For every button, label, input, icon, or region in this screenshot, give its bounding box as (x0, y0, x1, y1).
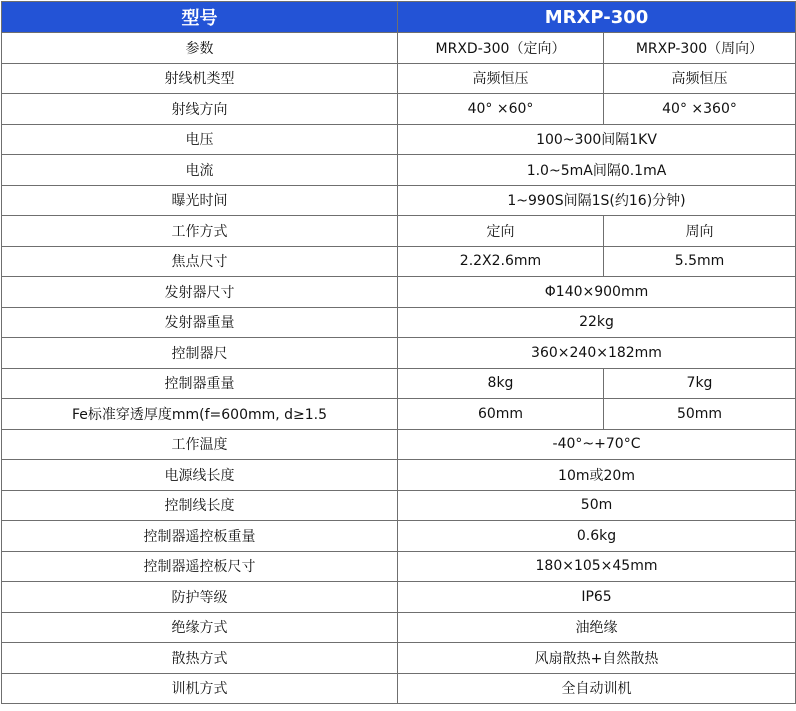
row-value-directional: MRXD-300（定向） (398, 33, 604, 64)
table-row (2, 521, 796, 552)
row-value-directional: 8kg (398, 368, 604, 399)
spec-table (1, 1, 796, 704)
row-value-circumferential: 40° ×360° (604, 94, 796, 125)
table-row (2, 612, 796, 643)
row-value-circumferential: 50mm (604, 399, 796, 430)
table-row (2, 673, 796, 704)
row-value: 1.0~5mA间隔0.1mA (398, 155, 796, 186)
row-label: 发射器重量 (2, 307, 398, 338)
table-row (2, 338, 796, 369)
row-value-circumferential: 7kg (604, 368, 796, 399)
row-value: -40°~+70°C (398, 429, 796, 460)
table-row (2, 216, 796, 247)
row-value-circumferential: MRXP-300（周向） (604, 33, 796, 64)
row-label: 射线方向 (2, 94, 398, 125)
row-value: 180×105×45mm (398, 551, 796, 582)
row-value: 全自动训机 (398, 673, 796, 704)
table-row (2, 124, 796, 155)
row-label: 焦点尺寸 (2, 246, 398, 277)
row-value-directional: 2.2X2.6mm (398, 246, 604, 277)
table-row (2, 582, 796, 613)
row-value: 22kg (398, 307, 796, 338)
table-row (2, 246, 796, 277)
row-value-circumferential: 周向 (604, 216, 796, 247)
row-value-directional: 高频恒压 (398, 63, 604, 94)
table-header-row (2, 2, 796, 33)
row-value-directional: 40° ×60° (398, 94, 604, 125)
row-value: 100~300间隔1KV (398, 124, 796, 155)
row-value-circumferential: 高频恒压 (604, 63, 796, 94)
row-value: Φ140×900mm (398, 277, 796, 308)
row-value-directional: 60mm (398, 399, 604, 430)
row-label: 训机方式 (2, 673, 398, 704)
row-value: 10m或20m (398, 460, 796, 491)
header-label-cell: 型号 (2, 2, 398, 33)
table-row (2, 368, 796, 399)
row-label: 控制器遥控板尺寸 (2, 551, 398, 582)
table-row (2, 277, 796, 308)
row-value: 0.6kg (398, 521, 796, 552)
row-label: 绝缘方式 (2, 612, 398, 643)
row-label: 控制器尺 (2, 338, 398, 369)
row-value: 风扇散热+自然散热 (398, 643, 796, 674)
table-row (2, 155, 796, 186)
row-value: IP65 (398, 582, 796, 613)
row-label: 发射器尺寸 (2, 277, 398, 308)
row-label: 电压 (2, 124, 398, 155)
table-row (2, 63, 796, 94)
table-row (2, 399, 796, 430)
row-label: 控制器重量 (2, 368, 398, 399)
row-label: 电源线长度 (2, 460, 398, 491)
table-row (2, 185, 796, 216)
table-row (2, 307, 796, 338)
row-value-circumferential: 5.5mm (604, 246, 796, 277)
table-row (2, 429, 796, 460)
row-label: 防护等级 (2, 582, 398, 613)
row-label: 射线机类型 (2, 63, 398, 94)
row-value-directional: 定向 (398, 216, 604, 247)
row-value: 50m (398, 490, 796, 521)
row-label: Fe标准穿透厚度mm(f=600mm, d≥1.5 (2, 399, 398, 430)
table-row (2, 643, 796, 674)
header-model-cell: MRXP-300 (398, 2, 796, 33)
row-label: 控制器遥控板重量 (2, 521, 398, 552)
row-label: 参数 (2, 33, 398, 64)
table-row (2, 94, 796, 125)
row-label: 散热方式 (2, 643, 398, 674)
row-label: 曝光时间 (2, 185, 398, 216)
table-row (2, 551, 796, 582)
table-row (2, 460, 796, 491)
row-label: 控制线长度 (2, 490, 398, 521)
row-value: 1~990S间隔1S(约16)分钟) (398, 185, 796, 216)
row-label: 工作温度 (2, 429, 398, 460)
row-label: 工作方式 (2, 216, 398, 247)
table-row (2, 33, 796, 64)
row-value: 360×240×182mm (398, 338, 796, 369)
row-value: 油绝缘 (398, 612, 796, 643)
row-label: 电流 (2, 155, 398, 186)
table-row (2, 490, 796, 521)
